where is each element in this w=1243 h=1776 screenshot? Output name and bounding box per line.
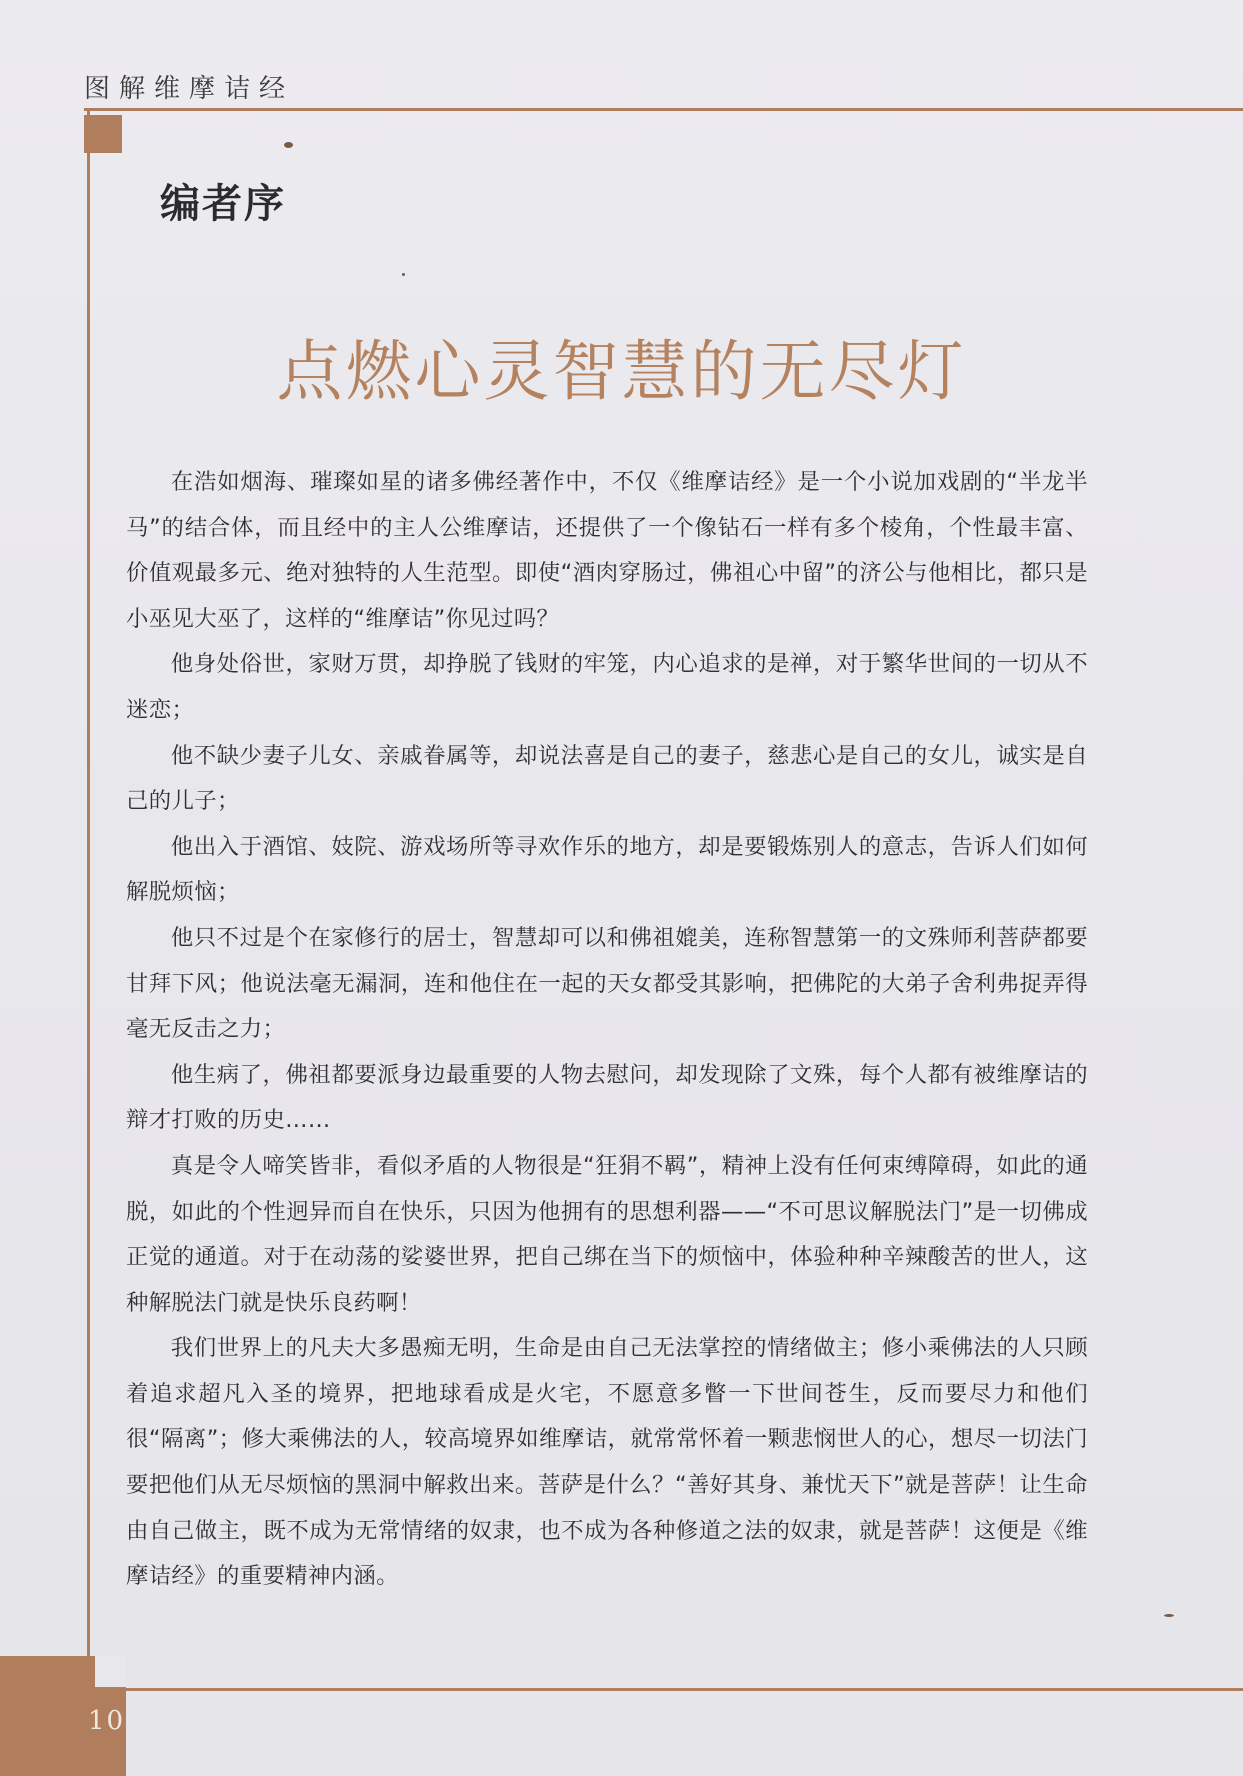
- section-label: 编者序: [160, 181, 286, 227]
- bottom-corner-notch: [92, 1656, 126, 1690]
- frame-bottom-rule: [87, 1688, 1243, 1691]
- chapter-title: 点燃心灵智慧的无尽灯: [276, 333, 967, 410]
- paragraph: 我们世界上的凡夫大多愚痴无明，生命是由自己无法掌控的情绪做主；修小乘佛法的人只顾着追求超凡入圣的境界，把地球看成是火宅，不愿意多瞥一下世间苍生，反而要尽力和他们很“隔离”；修大乘佛法的人，较高境界如维摩诘，就常常怀着一颗悲悯世人的心，想尽一切法门要把他们从无尽烦恼的黑洞中解救出来。菩萨是什么？“善好其身、兼忧天下”就是菩萨！让生命由自己做主，既不成为无常情绪的奴隶，也不成为各种修道之法的奴隶，就是菩萨！这便是《维摩诘经》的重要精神内涵。: [126, 1335, 1088, 1590]
- print-speck: [284, 142, 293, 148]
- print-speck: [402, 273, 405, 276]
- paragraph: 他身处俗世，家财万贯，却挣脱了钱财的牢笼，内心追求的是禅，对于繁华世间的一切从不迷恋；: [126, 651, 1088, 723]
- paragraph: 他不缺少妻子儿女、亲戚眷属等，却说法喜是自己的妻子，慈悲心是自己的女儿，诚实是自己的儿子；: [126, 742, 1088, 815]
- paragraph: 真是令人啼笑皆非，看似矛盾的人物很是“狂狷不羁”，精神上没有任何束缚障碍，如此的通脱，如此的个性迥异而自在快乐，只因为他拥有的思想利器——“不可思议解脱法门”是一切佛成正觉的通道。对于在动荡的娑婆世界，把自己绑在当下的烦恼中，体验种种辛辣酸苦的世人，这种解脱法门就是快乐良药啊！: [126, 1152, 1088, 1316]
- paragraph: 他只不过是个在家修行的居士，智慧却可以和佛祖媲美，连称智慧第一的文殊师利菩萨都要甘拜下风；他说法毫无漏洞，连和他住在一起的天女都受其影响，把佛陀的大弟子舍利弗捉弄得毫无反击之力；: [126, 924, 1088, 1043]
- paragraph: 在浩如烟海、璀璨如星的诸多佛经著作中，不仅《维摩诘经》是一个小说加戏剧的“半龙半马”的结合体，而且经中的主人公维摩诘，还提供了一个像钻石一样有多个棱角，个性最丰富、价值观最多元、绝对独特的人生范型。即使“酒肉穿肠过，佛祖心中留”的济公与他相比，都只是小巫见大巫了，这样的“维摩诘”你见过吗？: [126, 469, 1088, 632]
- body-text: [126, 460, 1088, 1600]
- print-speck: [1164, 1614, 1174, 1617]
- frame-top-rule: [84, 108, 1243, 111]
- paragraph: 他生病了，佛祖都要派身边最重要的人物去慰问，却发现除了文殊，每个人都有被维摩诘的辩才打败的历史……: [126, 1061, 1088, 1134]
- page-number: 10: [88, 1706, 126, 1736]
- running-header: 图解维摩诘经: [84, 74, 295, 104]
- top-corner-ornament: [84, 115, 122, 153]
- paragraph: 他出入于酒馆、妓院、游戏场所等寻欢作乐的地方，却是要锻炼别人的意志，告诉人们如何解脱烦恼；: [126, 833, 1088, 906]
